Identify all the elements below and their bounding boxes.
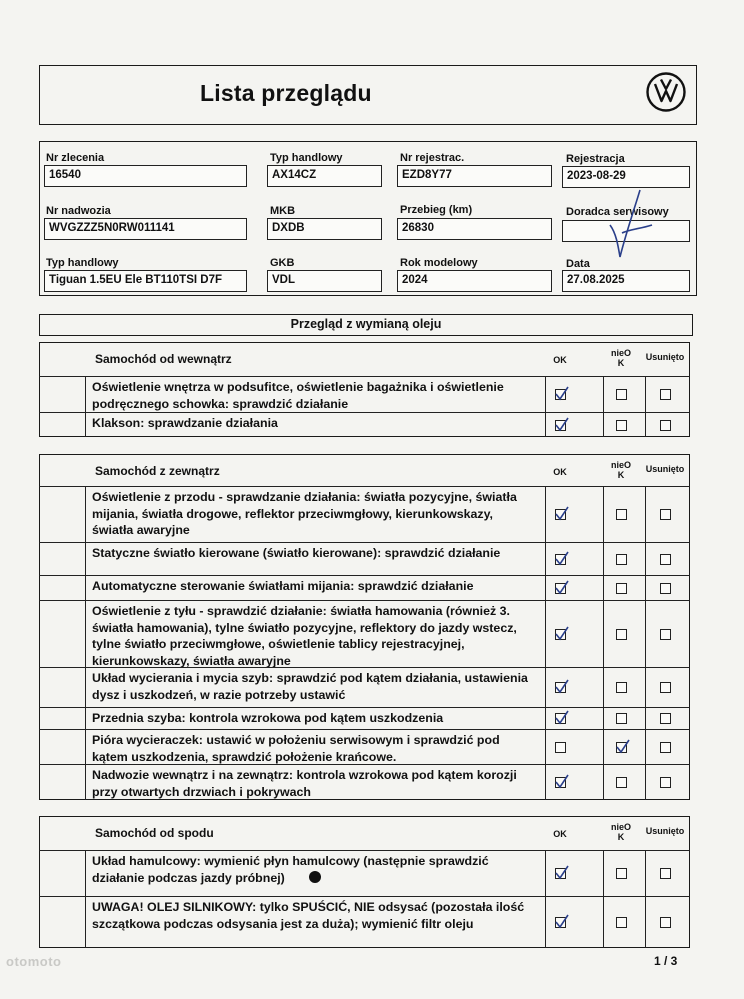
checklist-item-text: Nadwozie wewnątrz i na zewnątrz: kontrola wzrokowa pod kątem korozji przy otwartych drzwiach i pokrywach <box>92 768 517 799</box>
checkbox-usunieto[interactable] <box>660 554 671 565</box>
row-divider <box>39 896 690 897</box>
field-data: 27.08.2025 <box>562 270 690 292</box>
column-header-nieok: nieO K <box>610 348 631 368</box>
label-nr-nadwozia: Nr nadwozia <box>46 205 111 217</box>
checkbox-nieok[interactable] <box>616 509 627 520</box>
checkbox-usunieto[interactable] <box>660 917 671 928</box>
field-nr-rejestrac: EZD8Y77 <box>397 165 552 187</box>
checkmark-icon <box>615 738 631 754</box>
checklist-item-text: Oświetlenie wnętrza w podsufitce, oświetlenie bagażnika i oświetlenie podręcznego schowka: sprawdzić działanie <box>92 380 504 411</box>
checkbox-nieok[interactable] <box>616 713 627 724</box>
column-divider <box>85 376 86 437</box>
field-typ-handlowy-name: Tiguan 1.5EU Ele BT110TSI D7F <box>44 270 247 292</box>
label-doradca: Doradca serwisowy <box>566 206 669 218</box>
checkmark-icon <box>554 505 570 521</box>
row-divider <box>39 764 690 765</box>
volkswagen-logo-icon <box>646 72 686 112</box>
checkbox-usunieto[interactable] <box>660 713 671 724</box>
field-przebieg: 26830 <box>397 218 552 240</box>
column-divider <box>645 376 646 437</box>
label-nr-rejestrac: Nr rejestrac. <box>400 152 465 164</box>
label-nr-zlecenia: Nr zlecenia <box>46 152 105 164</box>
service-banner-text: Przegląd z wymianą oleju <box>290 317 442 331</box>
row-divider <box>39 850 690 851</box>
column-header-ok: OK <box>553 829 567 839</box>
column-header-ok: OK <box>553 467 567 477</box>
watermark: otomoto <box>6 954 62 969</box>
checkmark-icon <box>554 625 570 641</box>
checkbox-usunieto[interactable] <box>660 389 671 400</box>
checklist-item-text: Układ hamulcowy: wymienić płyn hamulcowy (następnie sprawdzić działanie podczas jazdy próbnej) <box>92 854 489 885</box>
checkmark-icon <box>554 709 570 725</box>
checkbox-usunieto[interactable] <box>660 583 671 594</box>
column-divider <box>645 850 646 948</box>
field-nr-nadwozia: WVGZZZ5N0RW011141 <box>44 218 247 240</box>
column-header-nieok: nieO K <box>610 460 631 480</box>
checkbox-nieok[interactable] <box>616 583 627 594</box>
column-header-nieok: nieO K <box>610 822 631 842</box>
column-divider <box>603 486 604 800</box>
checkmark-icon <box>554 550 570 566</box>
checklist-item-text: Klakson: sprawdzanie działania <box>92 416 278 430</box>
column-divider <box>545 376 546 437</box>
label-przebieg: Przebieg (km) <box>400 204 473 216</box>
checklist-item-text: Przednia szyba: kontrola wzrokowa pod kątem uszkodzenia <box>92 711 444 725</box>
row-divider <box>39 729 690 730</box>
checkbox-usunieto[interactable] <box>660 629 671 640</box>
page-title: Lista przeglądu <box>200 80 372 106</box>
field-rejestracja: 2023-08-29 <box>562 166 690 188</box>
checklist-item-text: Statyczne światło kierowane (światło kierowane): sprawdzić działanie <box>92 546 501 560</box>
field-rok-modelowy: 2024 <box>397 270 552 292</box>
checkbox-usunieto[interactable] <box>660 509 671 520</box>
ink-dot <box>309 871 321 883</box>
checkbox-usunieto[interactable] <box>660 420 671 431</box>
checkbox-usunieto[interactable] <box>660 742 671 753</box>
field-mkb: DXDB <box>267 218 382 240</box>
row-divider <box>39 412 690 413</box>
label-rok-modelowy: Rok modelowy <box>400 257 478 269</box>
checkmark-icon <box>554 773 570 789</box>
label-typ-handlowy-code: Typ handlowy <box>270 152 343 164</box>
row-divider <box>39 707 690 708</box>
label-typ-handlowy-name: Typ handlowy <box>46 257 119 269</box>
column-divider <box>85 486 86 800</box>
row-divider <box>39 667 690 668</box>
field-gkb: VDL <box>267 270 382 292</box>
column-divider <box>603 376 604 437</box>
checkbox-nieok[interactable] <box>616 389 627 400</box>
checklist-item-text: Oświetlenie z tyłu - sprawdzić działanie: światła hamowania (również 3. światła hamowania), tylne światło pozycyjne, reflektory do jazdy wstecz, tylne światło przeciwmgłowe, oświetlenie tablicy rejestracyjnej, kierunkowskazy, światła awaryjne <box>92 604 517 668</box>
checkbox-nieok[interactable] <box>616 917 627 928</box>
column-header-usunieto: Usunięto <box>645 352 685 362</box>
signature-scribble <box>600 185 660 265</box>
column-divider <box>545 486 546 800</box>
label-gkb: GKB <box>270 257 295 269</box>
checkbox-nieok[interactable] <box>616 682 627 693</box>
section-title: Samochód od spodu <box>95 826 214 840</box>
column-divider <box>603 850 604 948</box>
row-divider <box>39 376 690 377</box>
checklist-item-text: Automatyczne sterowanie światłami mijania: sprawdzić działanie <box>92 579 474 593</box>
checkbox-usunieto[interactable] <box>660 777 671 788</box>
checkbox-nieok[interactable] <box>616 420 627 431</box>
checkmark-icon <box>554 416 570 432</box>
column-divider <box>85 850 86 948</box>
checkmark-icon <box>554 678 570 694</box>
checkbox-ok[interactable] <box>555 742 566 753</box>
row-divider <box>39 486 690 487</box>
section-title: Samochód z zewnątrz <box>95 464 220 478</box>
column-header-usunieto: Usunięto <box>645 464 685 474</box>
page-number: 1 / 3 <box>654 954 678 968</box>
checkmark-icon <box>554 579 570 595</box>
checklist-item-text: Pióra wycieraczek: ustawić w położeniu serwisowym i sprawdzić pod kątem uszkodzenia, sprawdzić położenie krańcowe. <box>92 733 500 764</box>
checkbox-nieok[interactable] <box>616 629 627 640</box>
checkbox-usunieto[interactable] <box>660 868 671 879</box>
field-nr-zlecenia: 16540 <box>44 165 247 187</box>
row-divider <box>39 600 690 601</box>
section-title: Samochód od wewnątrz <box>95 352 232 366</box>
column-divider <box>645 486 646 800</box>
column-header-usunieto: Usunięto <box>645 826 685 836</box>
label-data: Data <box>566 258 590 270</box>
label-mkb: MKB <box>270 205 296 217</box>
checklist-item-text: Oświetlenie z przodu - sprawdzanie działania: światła pozycyjne, światła mijania, światła drogowe, reflektor przeciwmgłowy, kierunkowskazy, światła awaryjne <box>92 490 517 537</box>
checkmark-icon <box>554 864 570 880</box>
checkbox-nieok[interactable] <box>616 868 627 879</box>
column-divider <box>545 850 546 948</box>
checkbox-usunieto[interactable] <box>660 682 671 693</box>
checkbox-nieok[interactable] <box>616 777 627 788</box>
checklist-item-text: UWAGA! OLEJ SILNIKOWY: tylko SPUŚCIĆ, NIE odsysać (pozostała ilość szczątkowa podczas odsysania jest za duża); wymienić filtr oleju <box>92 900 525 931</box>
column-header-ok: OK <box>553 355 567 365</box>
row-divider <box>39 575 690 576</box>
label-rejestracja: Rejestracja <box>566 153 625 165</box>
checkmark-icon <box>554 385 570 401</box>
row-divider <box>39 542 690 543</box>
checkmark-icon <box>554 913 570 929</box>
checklist-item-text: Układ wycierania i mycia szyb: sprawdzić pod kątem działania, ustawienia dysz i uszkodzeń, w razie potrzeby ustawić <box>92 671 528 702</box>
field-typ-handlowy-code: AX14CZ <box>267 165 382 187</box>
checkbox-nieok[interactable] <box>616 554 627 565</box>
